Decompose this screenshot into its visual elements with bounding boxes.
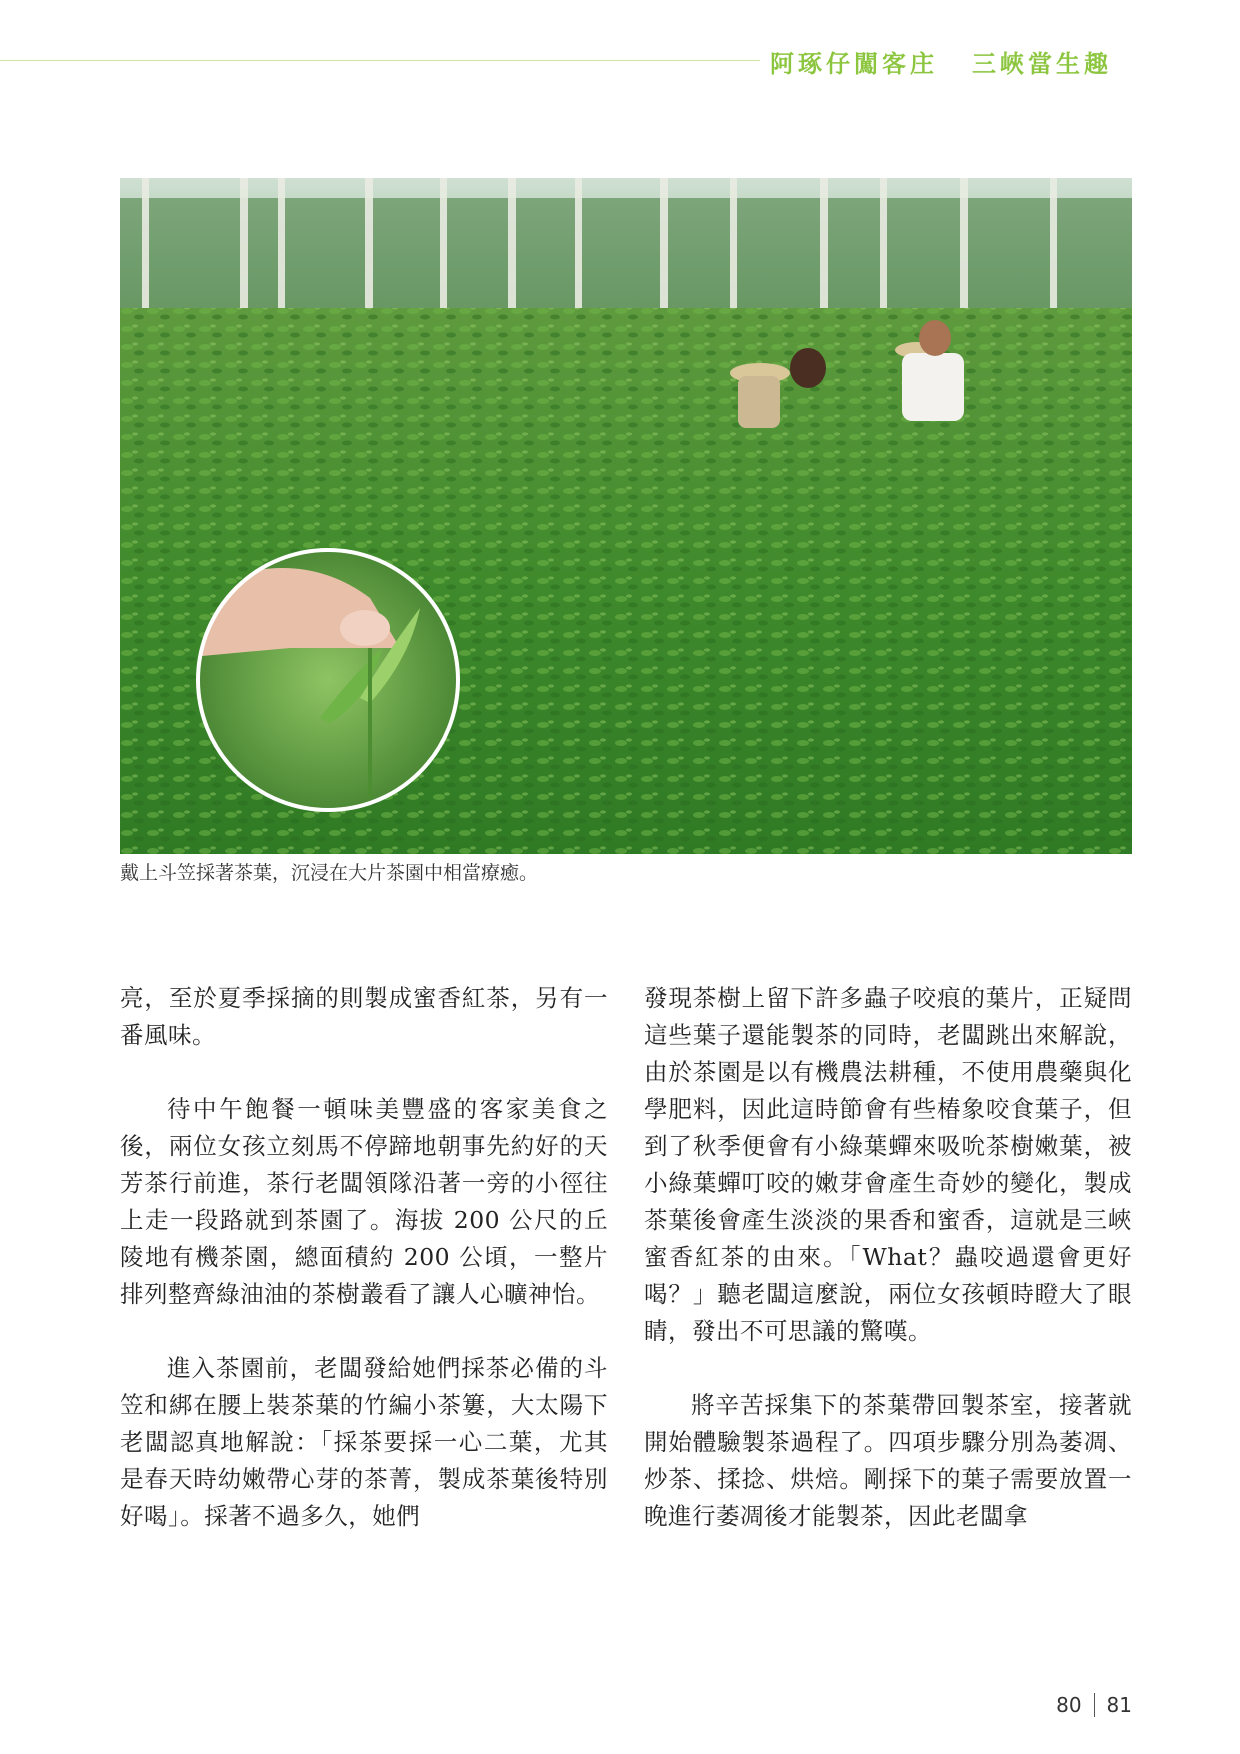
tea-garden-photo xyxy=(120,178,1132,854)
page-number-divider xyxy=(1094,1693,1095,1717)
running-head xyxy=(770,44,1130,78)
section-subtitle: 三峽當生趣 xyxy=(972,48,1112,78)
page-number-left: 80 xyxy=(1056,1693,1082,1717)
photo-caption: 戴上斗笠採著茶葉，沉浸在大片茶園中相當療癒。 xyxy=(120,862,539,884)
paragraph: 進入茶園前，老闆發給她們採茶必備的斗笠和綁在腰上裝茶葉的竹編小茶簍，大太陽下老闆認真地解說：「採茶要採一心二葉，尤其是春天時幼嫩帶心芽的茶菁，製成茶葉後特別好喝」。採著不過多久，她們 xyxy=(120,1354,608,1530)
header-rule xyxy=(0,60,760,61)
paragraph: 發現茶樹上留下許多蟲子咬痕的葉片，正疑問這些葉子還能製茶的同時，老闆跳出來解說，由於茶園是以有機農法耕種，不使用農藥與化學肥料，因此這時節會有些椿象咬食葉子，但到了秋季便會有小綠葉蟬來吸吮茶樹嫩葉，被小綠葉蟬叮咬的嫩芽會產生奇妙的變化，製成茶葉後會產生淡淡的果香和蜜香，這就是三峽蜜香紅茶的由來。「What？蟲咬過還會更好喝？」聽老闆這麼說，兩位女孩頓時瞪大了眼睛，發出不可思議的驚嘆。 xyxy=(644,984,1132,1345)
section-title: 阿琢仔闖客庄 xyxy=(770,48,938,78)
article-column-right xyxy=(644,980,1132,1572)
paragraph: 將辛苦採集下的茶葉帶回製茶室，接著就開始體驗製茶過程了。四項步驟分別為萎凋、炒茶、揉捻、烘焙。剛採下的葉子需要放置一晚進行萎凋後才能製茶，因此老闆拿 xyxy=(644,1391,1132,1530)
paragraph: 亮，至於夏季採摘的則製成蜜香紅茶，另有一番風味。 xyxy=(120,984,608,1049)
page-number-right: 81 xyxy=(1106,1693,1132,1717)
page-numbers xyxy=(1040,1690,1132,1720)
paragraph: 待中午飽餐一頓味美豐盛的客家美食之後，兩位女孩立刻馬不停蹄地朝事先約好的天芳茶行前進，茶行老闆領隊沿著一旁的小徑往上走一段路就到茶園了。海拔 200 公尺的丘陵地有機茶園，總面積約 200 公頃，一整片排列整齊綠油油的茶樹叢看了讓人心曠神怡。 xyxy=(120,1095,608,1308)
article-column-left xyxy=(120,980,608,1572)
